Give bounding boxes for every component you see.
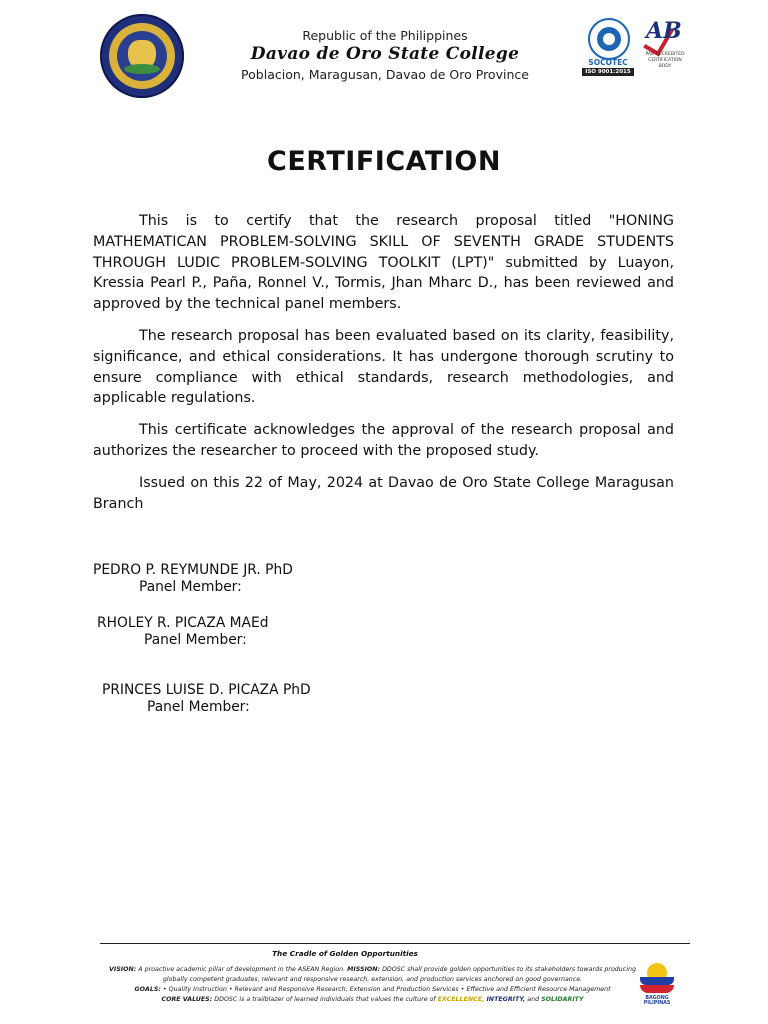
- signatory-role: Panel Member:: [144, 632, 247, 648]
- vision-mission-goals: [100, 965, 645, 1005]
- core-values-label: CORE VALUES:: [161, 996, 213, 1003]
- vision-text: A proactive academic pillar of development in the ASEAN Region.: [138, 966, 346, 973]
- mission-label: MISSION:: [347, 966, 381, 973]
- pab-note: PAB ACCREDITED CERTIFICATION BODY: [645, 52, 685, 69]
- pab-mark: AB: [646, 18, 682, 44]
- value-excellence: EXCELLENCE,: [437, 996, 485, 1003]
- bagong-pilipinas-label: BAGONG PILIPINAS: [643, 996, 671, 1006]
- signatory-name: PRINCES LUISE D. PICAZA PhD: [102, 682, 311, 698]
- footer-divider: [100, 943, 690, 944]
- vision-label: VISION:: [109, 966, 137, 973]
- republic-heading: Republic of the Philippines: [302, 28, 468, 43]
- signatory-block: [93, 562, 293, 596]
- mission-text: DDOSC shall provide golden opportunities to its stakeholders towards producing globally competent graduates, relevant and responsive research, extension, and production services anchored on good governance.: [162, 966, 636, 983]
- college-name: Davao de Oro State College: [250, 44, 520, 64]
- college-seal-logo: [100, 14, 184, 98]
- pab-accreditation-logo: [642, 18, 688, 82]
- signatory-name: RHOLEY R. PICAZA MAEd: [97, 615, 269, 631]
- signatory-block: [97, 615, 268, 649]
- signatory-role: Panel Member:: [147, 699, 250, 715]
- core-values-text: DDOSC is a trailblazer of learned individuals that values the culture of: [214, 996, 436, 1003]
- document-title: CERTIFICATION: [267, 146, 501, 177]
- paragraph-issued: Issued on this 22 of May, 2024 at Davao de Oro State College Maragusan Branch: [93, 474, 674, 512]
- value-solidarity: SOLIDARITY: [541, 996, 584, 1003]
- paragraph-evaluation: The research proposal has been evaluated based on its clarity, feasibility, significance, and ethical considerations. It has undergone thorough scrutiny to ensure compliance with ethical standards, research methodologies, and applicable regulations.: [93, 327, 674, 407]
- value-and: and: [527, 996, 540, 1003]
- college-motto: The Cradle of Golden Opportunities: [272, 949, 418, 958]
- paragraph-certify: This is to certify that the research proposal titled "HONING MATHEMATICAN PROBLEM-SOLVING SKILL OF SEVENTH GRADE STUDENTS THROUGH LUDIC PROBLEM-SOLVING TOOLKIT (LPT)" submitted by Luayon, Kressia Pearl P., Paña, Ronnel V., Tormis, Jhan Mharc D., has been reviewed and approved by the technical panel members.: [93, 213, 674, 313]
- bagong-pilipinas-logo: [634, 963, 680, 1007]
- certification-body: [93, 211, 674, 525]
- signatory-name: PEDRO P. REYMUNDE JR. PhD: [93, 562, 293, 578]
- socotec-logo: [578, 18, 638, 82]
- signatory-block: [102, 682, 311, 716]
- value-integrity: INTEGRITY,: [486, 996, 526, 1003]
- goals-label: GOALS:: [134, 986, 161, 993]
- paragraph-acknowledgement: This certificate acknowledges the approval of the research proposal and authorizes the researcher to proceed with the proposed study.: [93, 422, 674, 459]
- iso-badge: ISO 9001:2015: [582, 68, 634, 76]
- signatory-role: Panel Member:: [139, 579, 242, 595]
- college-address: Poblacion, Maragusan, Davao de Oro Province: [241, 67, 529, 82]
- goals-text: • Quality Instruction • Relevant and Responsive Research, Extension and Production Services • Effective and Efficient Resource Management: [162, 986, 611, 993]
- socotec-name: SOCOTEC: [588, 58, 628, 67]
